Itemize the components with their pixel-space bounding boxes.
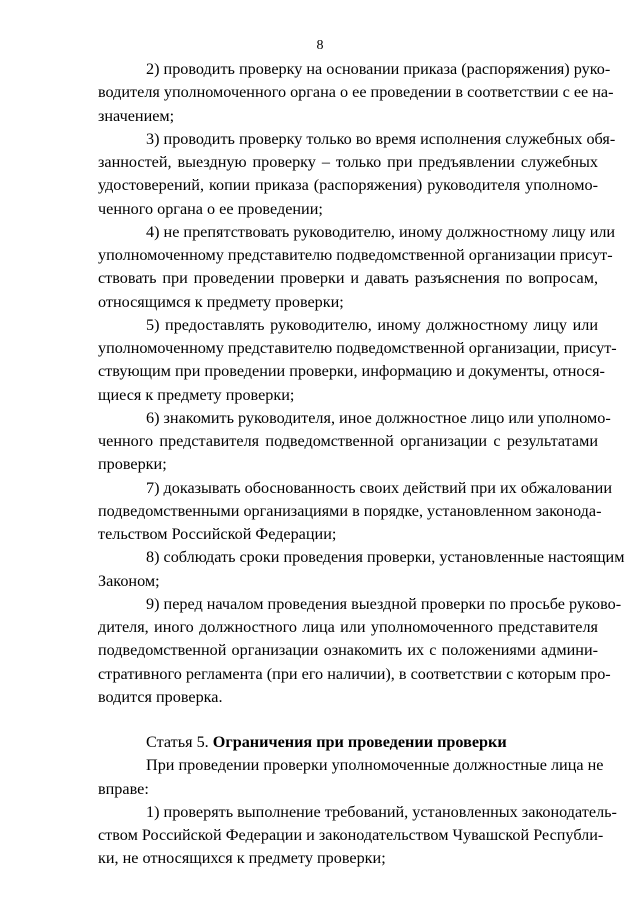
text-line: ки, не относящихся к предмету проверки; xyxy=(98,849,386,868)
article-title: Ограничения при проведении проверки xyxy=(212,733,507,751)
text-line: 8) соблюдать сроки проведения проверки, установленные настоящим xyxy=(146,548,625,567)
text-line: 4) не препятствовать руководителю, иному должностному лицу или xyxy=(146,222,616,241)
text-line: водится проверка. xyxy=(98,687,223,706)
text-line: 9) перед началом проведения выездной проверки по просьбе руково- xyxy=(146,594,622,613)
text-line: занностей, выездную проверку – только при предъявлении служебных xyxy=(98,153,598,171)
text-line: тельством Российской Федерации; xyxy=(98,525,337,543)
text-line: ченного органа о ее проведении; xyxy=(98,199,323,218)
page-number: 8 xyxy=(316,38,324,53)
text-line: ствующим при проведении проверки, информацию и документы, относя- xyxy=(98,362,605,381)
text-line: 1) проверять выполнение требований, установленных законодатель- xyxy=(146,802,617,821)
text-line: 7) доказывать обоснованность своих действий при их обжаловании xyxy=(146,478,612,497)
text-line: щиеся к предмету проверки; xyxy=(98,385,295,404)
text-line: удостоверений, копии приказа (распоряжения) руководителя уполномо- xyxy=(98,176,598,195)
text-line: При проведении проверки уполномоченные должностные лица не xyxy=(146,756,604,775)
text-line: вправе: xyxy=(98,779,149,798)
text-line: ствовать при проведении проверки и давать разъяснения по вопросам, xyxy=(98,269,598,288)
text-line: водителя уполномоченного органа о ее проведении в соответствии с ее на- xyxy=(98,83,614,102)
text-line: ченного представителя подведомственной организации с результатами xyxy=(98,432,598,450)
text-line: стративного регламента (при его наличии), в соответствии с которым про- xyxy=(98,664,611,683)
text-line: уполномоченному представителю подведомственной организации присут- xyxy=(98,246,613,264)
text-line: Законом; xyxy=(98,571,160,590)
text-line: подведомственными организациями в порядке, установленном законода- xyxy=(98,501,602,520)
text-line: уполномоченному представителю подведомственной организации, присут- xyxy=(98,339,617,357)
text-line: относящимся к предмету проверки; xyxy=(98,292,344,311)
text-line: подведомственной организации ознакомить их с положениями админи- xyxy=(98,641,598,660)
article-heading xyxy=(98,731,598,754)
text-line: 5) предоставлять руководителю, иному должностному лицу или xyxy=(146,315,598,334)
text-line: 2) проводить проверку на основании приказа (распоряжения) руко- xyxy=(146,60,611,78)
text-line: 3) проводить проверку только во время исполнения служебных обя- xyxy=(146,129,616,148)
text-line: дителя, иного должностного лица или уполномоченного представителя xyxy=(98,618,598,636)
text-line: значением; xyxy=(98,106,175,125)
text-line: 6) знакомить руководителя, иное должностное лицо или уполномо- xyxy=(146,408,611,427)
article-prefix: Статья 5. xyxy=(146,733,213,751)
document-body xyxy=(98,58,625,871)
text-line: проверки; xyxy=(98,455,167,474)
paragraph-gap xyxy=(98,709,598,731)
text-line: ством Российской Федерации и законодательством Чувашской Республи- xyxy=(98,826,604,844)
